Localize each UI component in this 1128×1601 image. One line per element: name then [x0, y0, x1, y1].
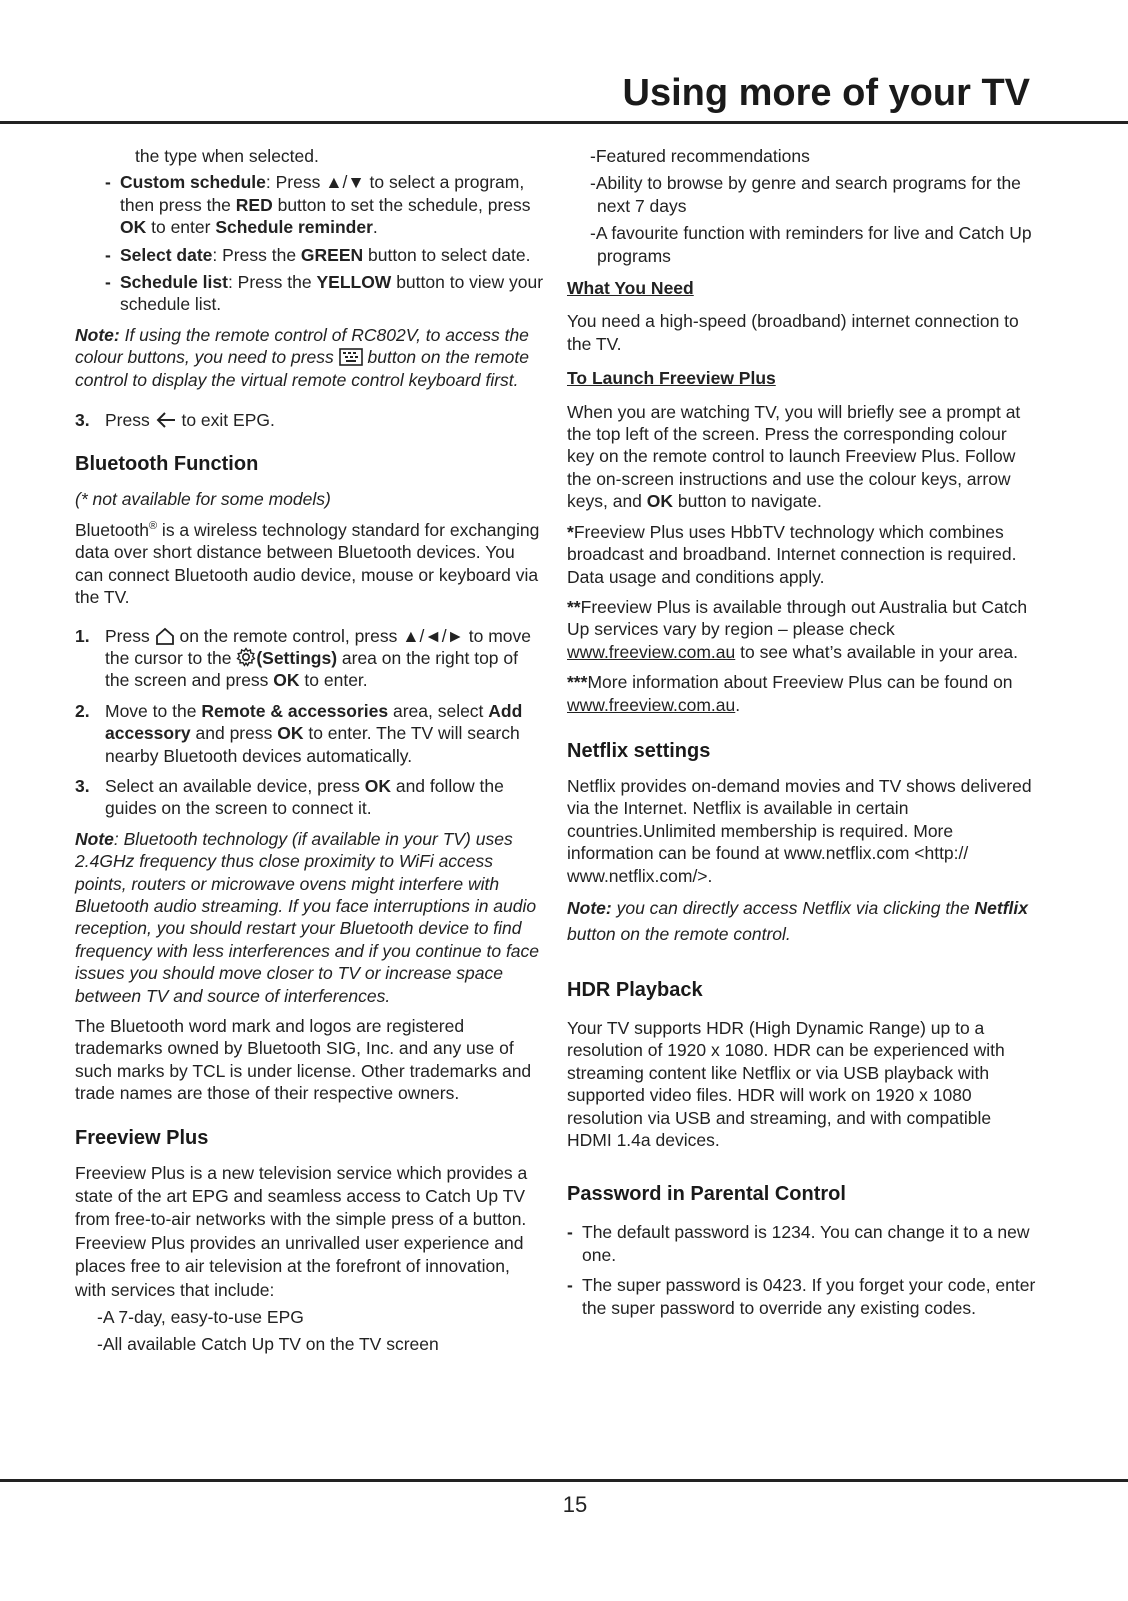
freeview-link[interactable]: www.freeview.com.au	[567, 641, 736, 662]
bluetooth-note: Note: Bluetooth technology (if available in your TV) uses 2.4GHz frequency thus close proximity to WiFi access points, routers or microwave ovens might interfere with Bluetooth audio streaming. If you face interruptions in audio reception, you should restart your Bluetooth device to find frequency with less interferences and if you continue to face issues you should move closer to TV or increase space between TV and source of interferences.	[75, 828, 540, 1006]
bluetooth-heading: Bluetooth Function	[75, 453, 259, 476]
netflix-note: Note: you can directly access Netflix via clicking the Netflix button on the remote control.	[567, 897, 1028, 944]
remote-note: Note: If using the remote control of RC802V, to access the colour buttons, you need to press button on the remote control to display the virtual remote control keyboard first.	[75, 324, 530, 390]
footnote-catch-up: **Freeview Plus is available through out Australia but Catch Up services vary by region – please check www.freeview.com.au to see what’s available in your area.	[567, 596, 1028, 662]
hdr-heading: HDR Playback	[567, 978, 703, 1001]
list-item: - Select date: Press the GREEN button to select date.	[105, 244, 545, 266]
freeview-intro: Freeview Plus is a new television service which provides a state of the art EPG and seamless access to Catch Up TV from free-to-air networks with the simple press of a button. Freeview Plus provides an unrivalled user experience and places free to air television at the forefront of innovation, with services that include:	[75, 1162, 528, 1300]
bluetooth-intro: Bluetooth® is a wireless technology standard for exchanging data over short distance between Bluetooth devices. You can connect Bluetooth audio device, mouse or keyboard via the TV.	[75, 519, 540, 608]
schedule-options-list	[75, 171, 545, 315]
header-rule	[0, 121, 1128, 124]
list-item: -Ability to browse by genre and search programs for the next 7 days	[590, 173, 1021, 216]
freeview-services-continued	[567, 145, 1037, 267]
left-column	[75, 145, 545, 1364]
trademark-text: The Bluetooth word mark and logos are registered trademarks owned by Bluetooth SIG, Inc. and any use of such marks by TCL is under license. Other trademarks and trade names are those of their respective owners.	[75, 1016, 532, 1104]
page-title: Using more of your TV	[622, 72, 1030, 114]
page-number: 15	[562, 1492, 588, 1517]
password-heading: Password in Parental Control	[567, 1183, 846, 1206]
list-item: 3. Select an available device, press OK and follow the guides on the screen to connect it.	[75, 775, 504, 819]
list-item: - Schedule list: Press the YELLOW button to view your schedule list.	[105, 271, 545, 316]
netflix-text: Netflix provides on-demand movies and TV shows delivered via the Internet. Netflix is available in certain countries.Unlimited membership is required. More information can be found at www.netflix.com <http:// www.netflix.com/>.	[567, 775, 1032, 886]
list-item: 1. Press on the remote control, press ▲/◄/► to move the cursor to the (Settings) area on the right top of the screen and press OK to enter.	[75, 625, 532, 691]
exit-step	[75, 409, 545, 431]
bluetooth-steps	[75, 625, 545, 820]
right-column	[567, 145, 1037, 1327]
keyboard-icon	[339, 348, 363, 366]
freeview-heading: Freeview Plus	[75, 1126, 209, 1149]
launch-heading: To Launch Freeview Plus	[567, 368, 776, 389]
what-you-need-heading: What You Need	[567, 278, 694, 299]
list-item: -A favourite function with reminders for live and Catch Up programs	[590, 223, 1032, 266]
netflix-heading: Netflix settings	[567, 739, 711, 762]
list-item: -A 7-day, easy-to-use EPG	[97, 1307, 304, 1328]
back-arrow-icon	[155, 411, 177, 429]
list-item: - The default password is 1234. You can change it to a new one.	[567, 1221, 1037, 1266]
footnote-more-info: ***More information about Freeview Plus can be found on www.freeview.com.au.	[567, 672, 1013, 715]
freeview-link[interactable]: www.freeview.com.au	[567, 694, 736, 715]
freeview-services-list	[75, 1306, 545, 1356]
list-item: - Custom schedule: Press ▲/▼ to select a program, then press the RED button to set the schedule, press OK to enter Schedule reminder.	[105, 171, 545, 238]
password-list	[567, 1221, 1037, 1319]
launch-text: When you are watching TV, you will briefly see a prompt at the top left of the screen. Press the corresponding colour key on the remote control to launch Freeview Plus. Follow the on-screen instructions and use the colour keys, arrow keys, and OK button to navigate.	[567, 401, 1021, 512]
continued-line: the type when selected.	[135, 146, 319, 166]
list-item: -Featured recommendations	[590, 146, 810, 166]
footnote-hbbtv: *Freeview Plus uses HbbTV technology which combines broadcast and broadband. Internet connection is required. Data usage and conditions apply.	[567, 521, 1017, 587]
settings-gear-icon	[236, 647, 256, 667]
footer-rule	[0, 1479, 1128, 1482]
home-icon	[155, 627, 175, 645]
hdr-text: Your TV supports HDR (High Dynamic Range) up to a resolution of 1920 x 1080. HDR can be experienced with streaming content like Netflix or via USB playback with supported video files. HDR will work on 1920 x 1080 resolution via USB and streaming, and with compatible HDMI 1.4a devices.	[567, 1017, 1005, 1150]
list-item: 2. Move to the Remote & accessories area, select Add accessory and press OK to enter. The TV will search nearby Bluetooth devices automatically.	[75, 700, 523, 766]
list-item: -All available Catch Up TV on the TV screen	[97, 1334, 439, 1355]
list-item: 3. Press to exit EPG.	[75, 410, 275, 431]
what-you-need-text: You need a high-speed (broadband) internet connection to the TV.	[567, 311, 1019, 354]
availability-note: (* not available for some models)	[75, 489, 331, 510]
list-item: - The super password is 0423. If you forget your code, enter the super password to override any existing codes.	[567, 1274, 1037, 1319]
